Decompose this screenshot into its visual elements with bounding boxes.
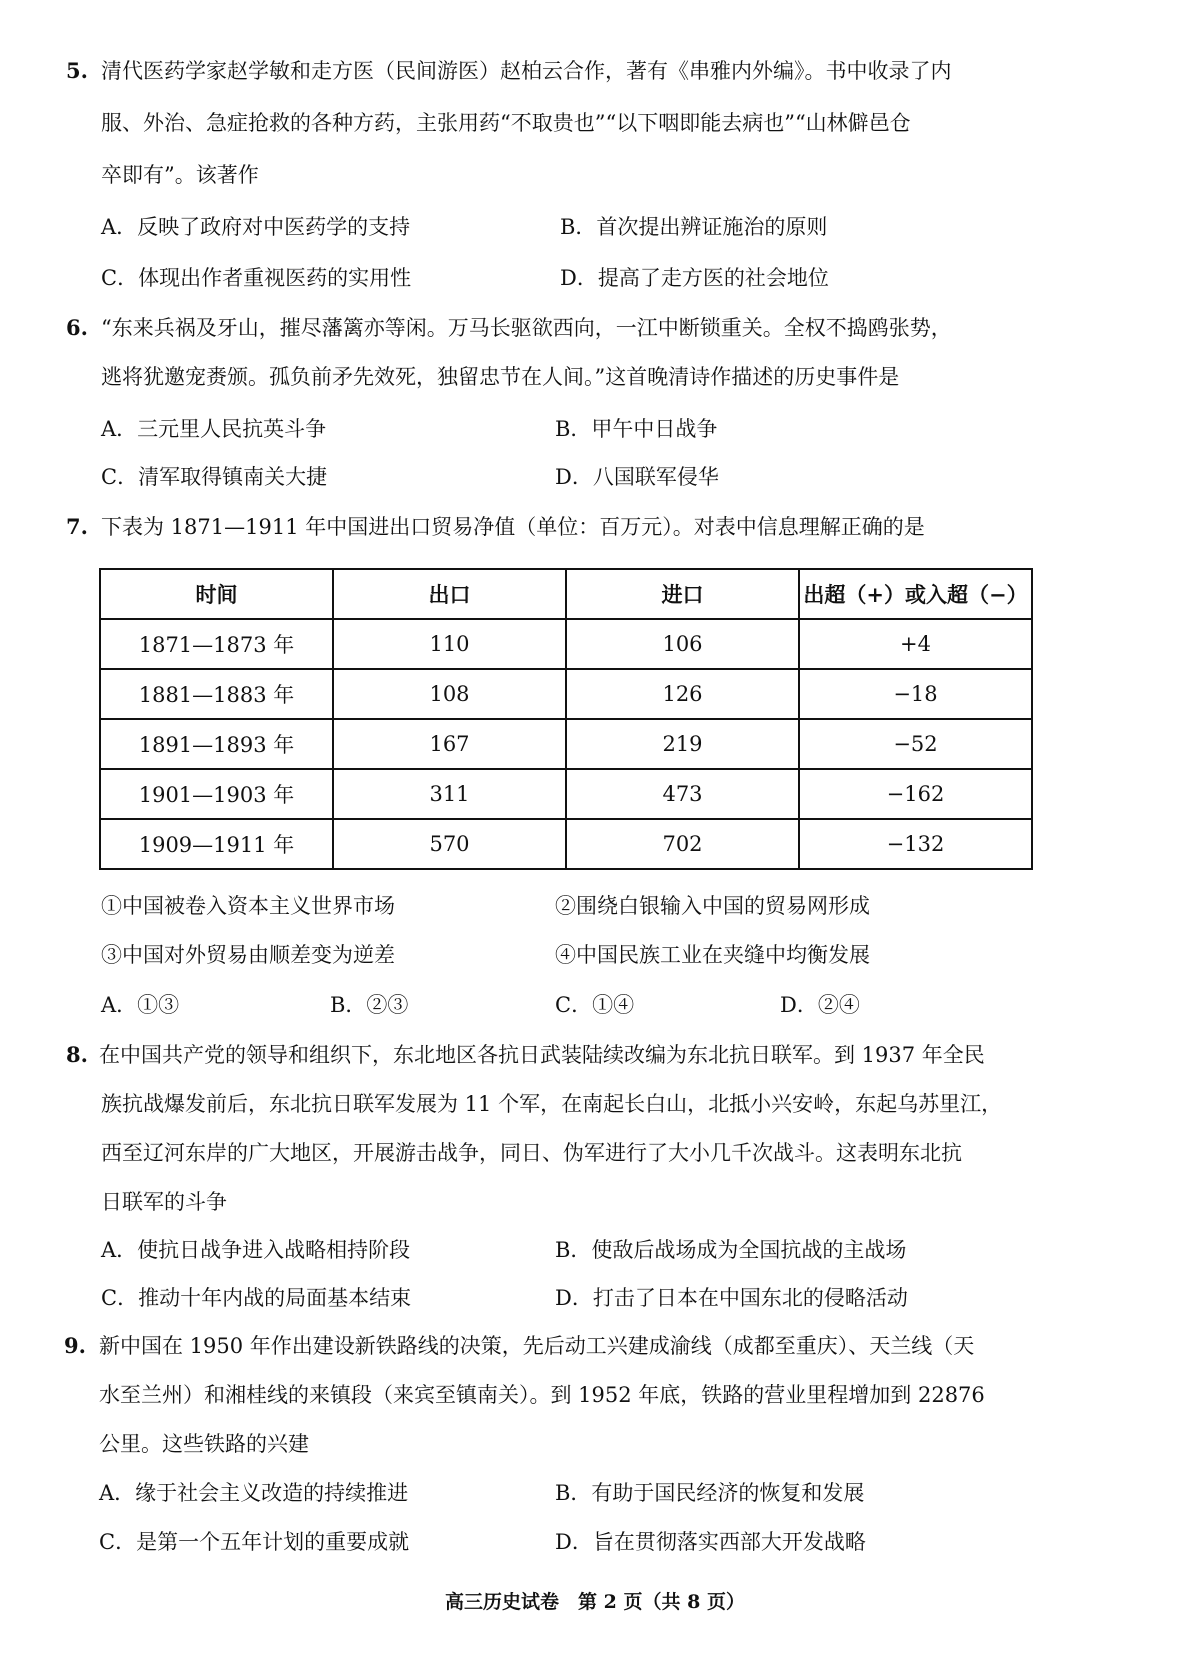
q6-option-a: A．三元里人民抗英斗争 (101, 417, 327, 441)
cell-time: 1891—1893 年 (100, 719, 333, 769)
q8-stem-line-1: 在中国共产党的领导和组织下，东北地区各抗日武装陆续改编为东北抗日联军。到 1937 年全民 (99, 1043, 985, 1067)
q9-option-d: D．旨在贯彻落实西部大开发战略 (555, 1530, 866, 1554)
q7-option-b: B．②③ (330, 993, 409, 1017)
cell-import: 126 (566, 669, 799, 719)
cell-export: 110 (333, 619, 566, 669)
q5-option-b: B．首次提出辨证施治的原则 (560, 215, 828, 239)
q8-option-d: D．打击了日本在中国东北的侵略活动 (555, 1286, 908, 1310)
q6-option-b: B．甲午中日战争 (555, 417, 718, 441)
cell-import: 106 (566, 619, 799, 669)
cell-balance: −18 (799, 669, 1032, 719)
cell-import: 702 (566, 819, 799, 869)
q9-stem-line-2: 水至兰州）和湘桂线的来镇段（来宾至镇南关）。到 1952 年底，铁路的营业里程增加到 22876 (99, 1383, 985, 1407)
cell-export: 570 (333, 819, 566, 869)
table-row (100, 619, 1032, 669)
cell-export: 167 (333, 719, 566, 769)
cell-balance: −132 (799, 819, 1032, 869)
q6-number: 6. (66, 315, 88, 340)
q8-option-b: B．使敌后战场成为全国抗战的主战场 (555, 1238, 907, 1262)
q6-stem-line-1: “东来兵祸及牙山，摧尽藩篱亦等闲。万马长驱欲西向，一江中断锁重关。全权不捣鸥张势， (101, 316, 952, 340)
q9-stem-line-3: 公里。这些铁路的兴建 (99, 1432, 309, 1456)
q7-number: 7. (66, 514, 88, 539)
q5-stem-line-1: 清代医药学家赵学敏和走方医（民间游医）赵柏云合作，著有《串雅内外编》。书中收录了内 (101, 59, 952, 83)
q7-option-a: A．①③ (101, 993, 180, 1017)
page-footer: 高三历史试卷 第 2 页（共 8 页） (445, 1591, 745, 1613)
q9-stem-line-1: 新中国在 1950 年作出建设新铁路线的决策，先后动工兴建成渝线（成都至重庆）、天兰线（天 (99, 1334, 975, 1358)
cell-time: 1909—1911 年 (100, 819, 333, 869)
q7-option-c: C．①④ (555, 993, 635, 1017)
q9-option-b: B．有助于国民经济的恢复和发展 (555, 1481, 865, 1505)
q5-option-c: C．体现出作者重视医药的实用性 (101, 266, 412, 290)
q6-option-c: C．清军取得镇南关大捷 (101, 465, 328, 489)
header-import: 进口 (566, 569, 799, 619)
q5-number: 5. (66, 58, 88, 83)
q8-stem-line-3: 西至辽河东岸的广大地区，开展游击战争，同日、伪军进行了大小几千次战斗。这表明东北抗 (101, 1141, 962, 1165)
header-export: 出口 (333, 569, 566, 619)
cell-time: 1881—1883 年 (100, 669, 333, 719)
q7-statement-1: ①中国被卷入资本主义世界市场 (101, 894, 395, 918)
q7-statement-2: ②围绕白银输入中国的贸易网形成 (555, 894, 870, 918)
table-row (100, 819, 1032, 869)
trade-table (99, 568, 1033, 870)
table-row (100, 669, 1032, 719)
q5-option-d: D．提高了走方医的社会地位 (560, 266, 829, 290)
cell-export: 108 (333, 669, 566, 719)
table-row (100, 719, 1032, 769)
q8-stem-line-2: 族抗战爆发前后，东北抗日联军发展为 11 个军，在南起长白山，北抵小兴安岭，东起乌苏里江， (101, 1092, 1003, 1116)
cell-import: 473 (566, 769, 799, 819)
header-time: 时间 (100, 569, 333, 619)
q7-statement-4: ④中国民族工业在夹缝中均衡发展 (555, 943, 870, 967)
cell-balance: +4 (799, 619, 1032, 669)
table-row (100, 769, 1032, 819)
q7-statement-3: ③中国对外贸易由顺差变为逆差 (101, 943, 395, 967)
q8-number: 8. (66, 1042, 88, 1067)
q5-stem-line-2: 服、外治、急症抢救的各种方药，主张用药“不取贵也”“以下咽即能去病也”“山林僻邑仓 (101, 111, 911, 135)
q5-option-a: A．反映了政府对中医药学的支持 (101, 215, 411, 239)
q7-option-d: D．②④ (780, 993, 860, 1017)
cell-export: 311 (333, 769, 566, 819)
q8-option-a: A．使抗日战争进入战略相持阶段 (101, 1238, 411, 1262)
q6-stem-line-2: 逃将犹邀宠赉颁。孤负前矛先效死，独留忠节在人间。”这首晚清诗作描述的历史事件是 (101, 365, 900, 389)
cell-time: 1901—1903 年 (100, 769, 333, 819)
cell-time: 1871—1873 年 (100, 619, 333, 669)
q8-stem-line-4: 日联军的斗争 (101, 1190, 227, 1214)
q5-stem-line-3: 卒即有”。该著作 (101, 163, 259, 187)
q9-option-c: C．是第一个五年计划的重要成就 (99, 1530, 410, 1554)
q6-option-d: D．八国联军侵华 (555, 465, 719, 489)
cell-balance: −52 (799, 719, 1032, 769)
q9-option-a: A．缘于社会主义改造的持续推进 (99, 1481, 409, 1505)
q9-number: 9. (64, 1333, 86, 1358)
cell-balance: −162 (799, 769, 1032, 819)
q8-option-c: C．推动十年内战的局面基本结束 (101, 1286, 412, 1310)
header-balance: 出超（+）或入超（−） (799, 569, 1032, 619)
cell-import: 219 (566, 719, 799, 769)
table-header-row (100, 569, 1032, 619)
q7-stem-line-1: 下表为 1871—1911 年中国进出口贸易净值（单位：百万元）。对表中信息理解正确的是 (101, 515, 925, 539)
